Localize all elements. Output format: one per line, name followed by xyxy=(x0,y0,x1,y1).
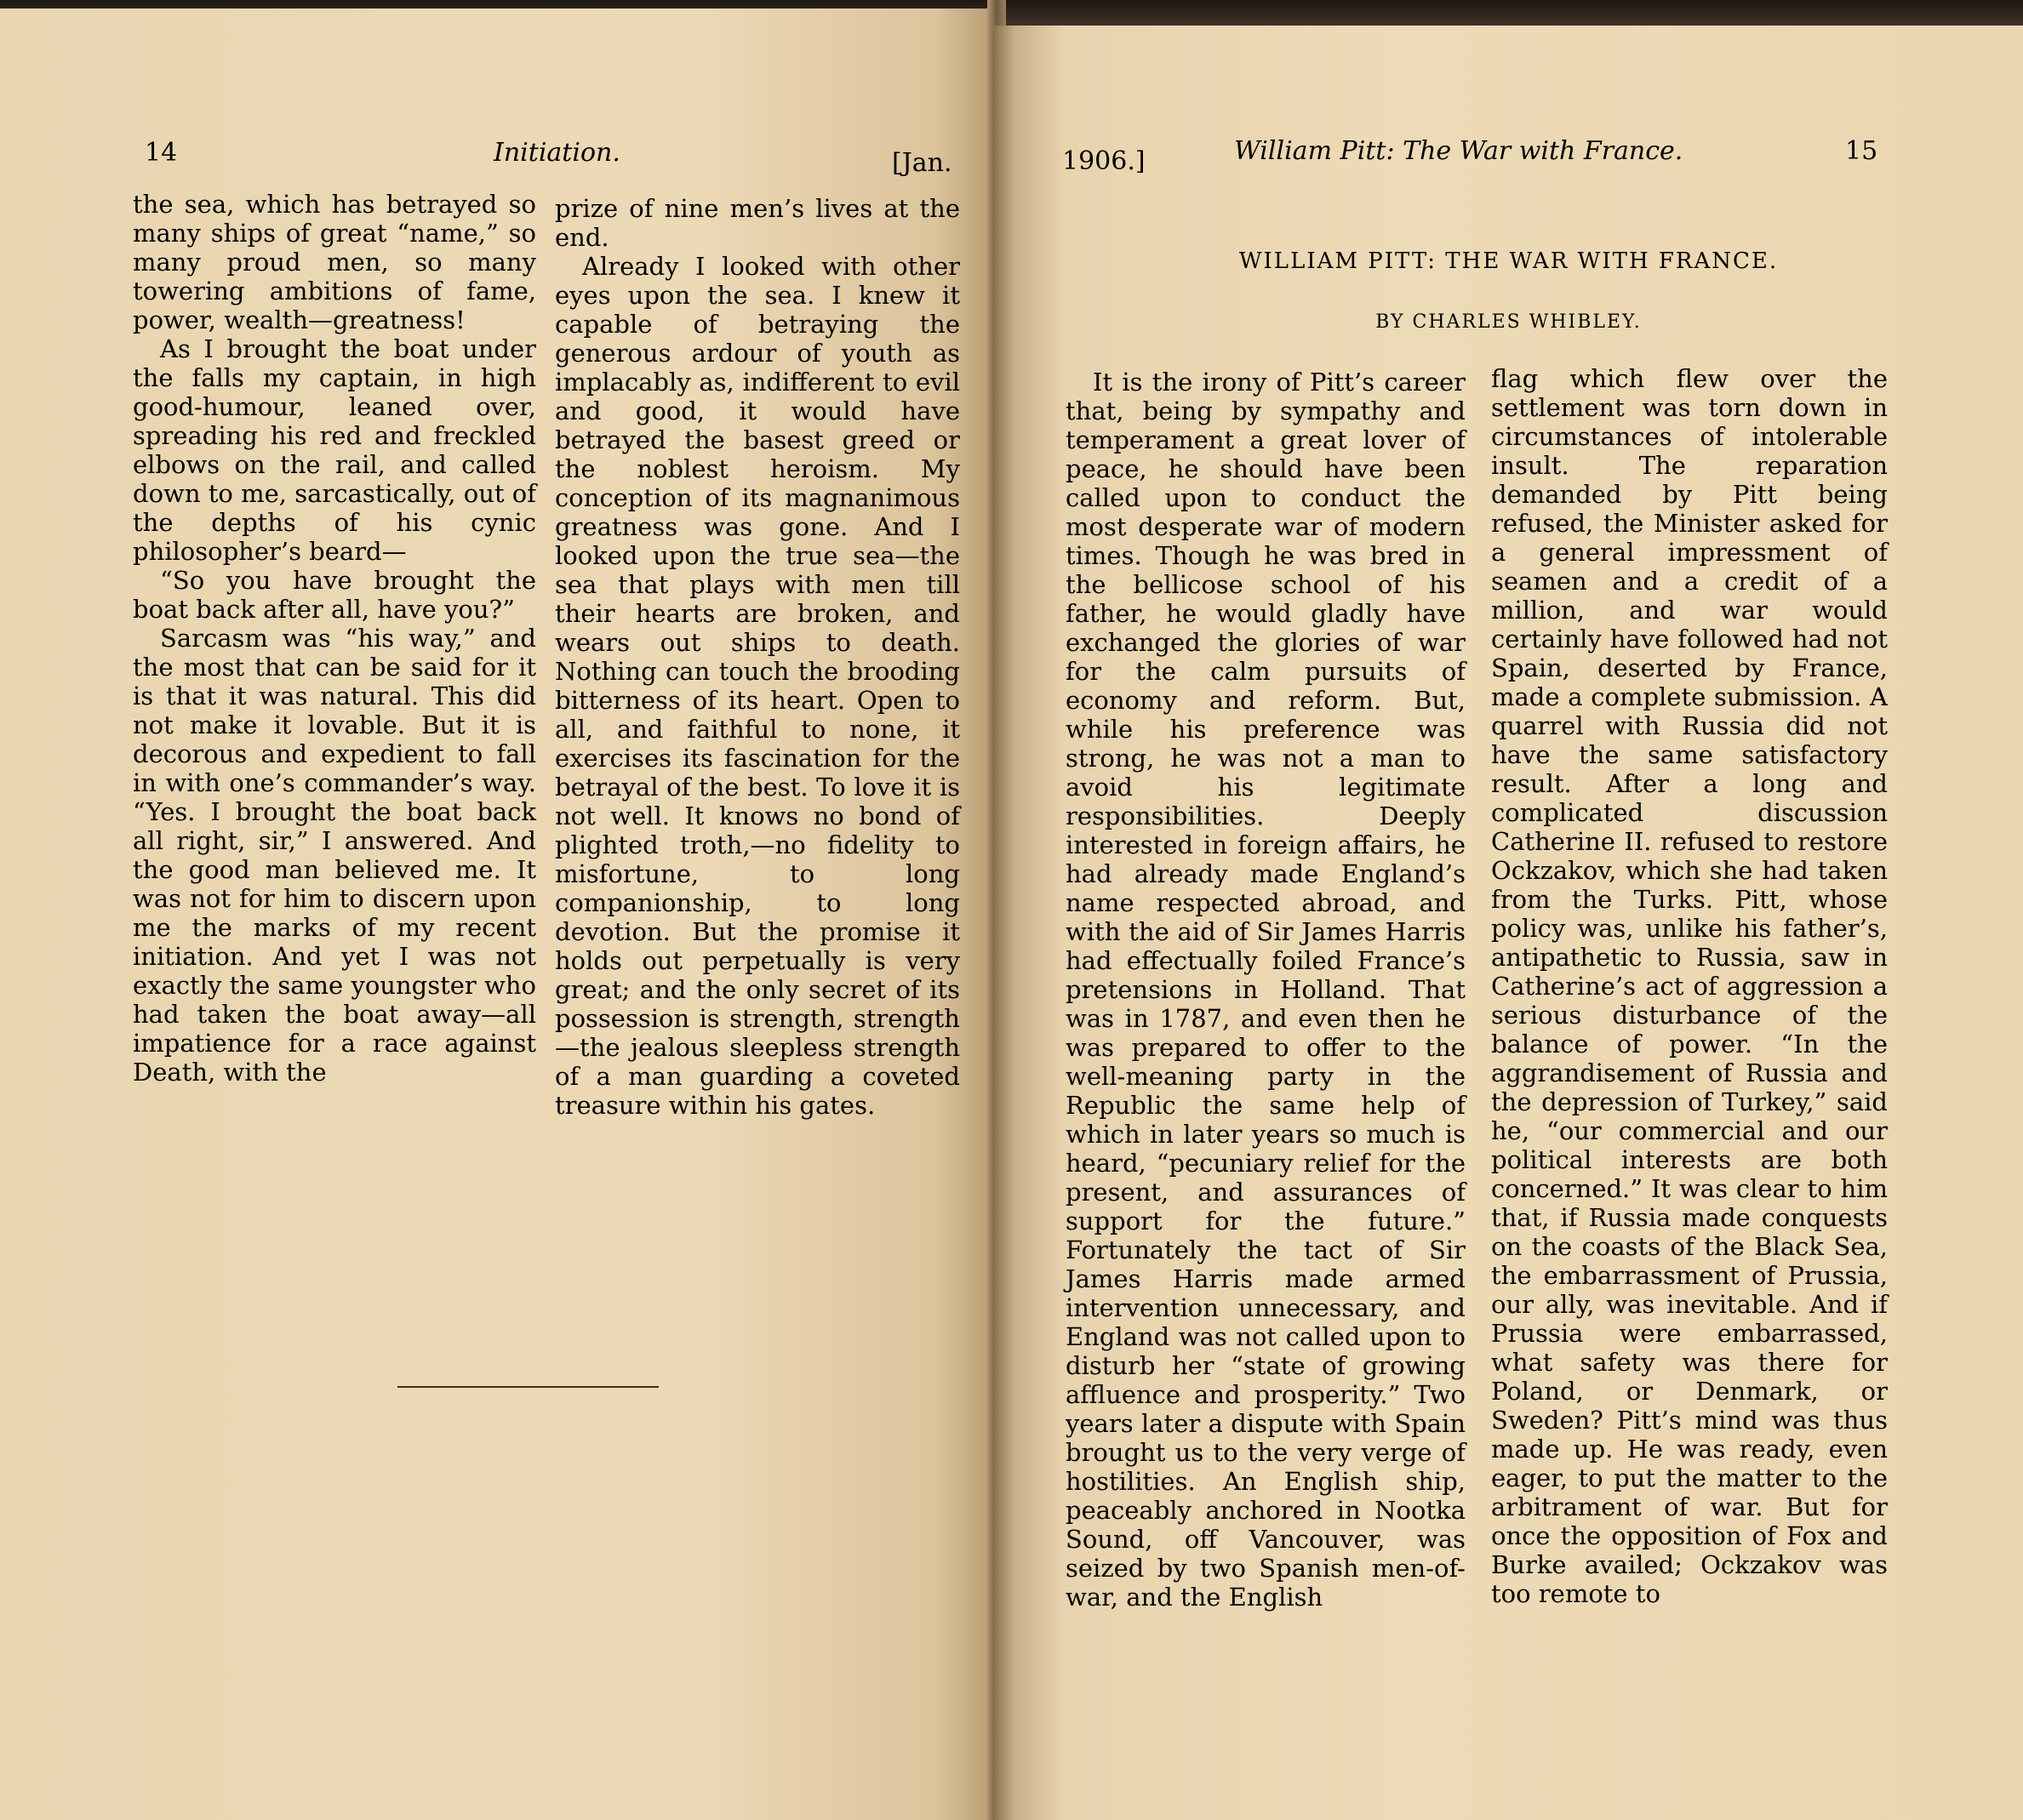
left-running-title: Initiation. xyxy=(494,138,620,168)
end-of-article-rule xyxy=(397,1386,659,1388)
paragraph: “So you have brought the boat back after all, have you?” xyxy=(133,566,536,624)
paragraph: It is the irony of Pitt’s career that, being by sympathy and temperament a great lover of peace, he should have been called upon to conduct the most desperate war of modern times. Though he was bred in the bellicose school of his father, he would gladly have exchanged the glories of war for the calm pursuits of economy and reform. But, while his preference was strong, he was not a man to avoid his legitimate responsibilities. Deeply interested in foreign affairs, he had already made England’s name respected abroad, and with the aid of Sir James Harris had effectually foiled France’s pretensions in Holland. That was in 1787, and even then he was prepared to offer to the well-meaning party in the Republic the same help of which in later years so much is heard, “pecuniary relief for the present, and assurances of support for the future.” Fortunately the tact of Sir James Harris made armed intervention unnecessary, and England was not called upon to disturb her “state of growing affluence and prosperity.” Two years later a dispute with Spain brought us to the very verge of hostilities. An English ship, peaceably anchored in Nootka Sound, off Vancouver, was seized by two Spanish men-of-war, and the English xyxy=(1066,368,1466,1612)
paragraph: Sarcasm was “his way,” and the most that can be said for it is that it was natural. This did not make it lovable. But it is decorous and expedient to fall in with one’s commander’s way. “Yes. I brought the boat back all right, sir,” I answered. And the good man believed me. It was not for him to discern upon me the marks of my recent initiation. And yet I was not exactly the same youngster who had taken the boat away—all impatience for a race against Death, with the xyxy=(133,624,536,1087)
paragraph: the sea, which has betrayed so many ships of great “name,” so many proud men, so many towering ambitions of fame, power, wealth—greatness! xyxy=(133,190,536,334)
left-running-head xyxy=(0,128,994,179)
left-date-mark: [Jan. xyxy=(892,148,952,178)
right-running-title: William Pitt: The War with France. xyxy=(1234,136,1683,166)
left-page-number: 14 xyxy=(145,138,178,168)
paragraph: flag which flew over the settlement was torn down in circumstances of intolerable insult. The reparation demanded by Pitt being refused, the Minister asked for a general impressment of seamen and a credit of a million, and war would certainly have followed had not Spain, deserted by France, made a complete submission. A quarrel with Russia did not have the same satisfactory result. After a long and complicated discussion Catherine II. refused to restore Ockzakov, which she had taken from the Turks. Pitt, whose policy was, unlike his father’s, antipathetic to Russia, saw in Catherine’s act of aggression a serious disturbance of the balance of power. “In the aggrandisement of Russia and the depression of Turkey,” said he, “our commercial and our political interests are both concerned.” It was clear to him that, if Russia made conquests on the coasts of the Black Sea, the embarrassment of Prussia, our ally, was inevitable. And if Prussia were embarrassed, what safety was there for Poland, or Denmark, or Sweden? Pitt’s mind was thus made up. He was ready, even eager, to put the matter to the arbitrament of war. But for once the opposition of Fox and Burke availed; Ockzakov was too remote to xyxy=(1491,364,1888,1608)
left-column-1 xyxy=(133,190,536,1087)
right-page-number: 15 xyxy=(1845,136,1878,166)
right-column-1 xyxy=(1066,368,1466,1612)
left-column-2 xyxy=(555,194,960,1120)
right-date-mark: 1906.] xyxy=(1062,146,1146,176)
paragraph: Already I looked with other eyes upon the sea. I knew it capable of betraying the generous ardour of youth as implacably as, indifferent to evil and good, it would have betrayed the basest greed or the noblest heroism. My conception of its magnanimous greatness was gone. And I looked upon the true sea—the sea that plays with men till their hearts are broken, and wears out ships to death. Nothing can touch the brooding bitterness of its heart. Open to all, and faithful to none, it exercises its fascination for the betrayal of the best. To love it is not well. It knows no bond of plighted troth,—no fidelity to misfortune, to long companionship, to long devotion. But the promise it holds out perpetually is very great; and the only secret of its possession is strength, strength—the jealous sleepless strength of a man guarding a coveted treasure within his gates. xyxy=(555,252,960,1120)
paragraph: As I brought the boat under the falls my captain, in high good-humour, leaned over, spreading his red and freckled elbows on the rail, and called down to me, sarcastically, out of the depths of his cynic philosopher’s beard— xyxy=(133,334,536,566)
article-byline: BY CHARLES WHIBLEY. xyxy=(1375,311,1642,333)
right-running-head xyxy=(994,126,2023,177)
article-title: WILLIAM PITT: THE WAR WITH FRANCE. xyxy=(1238,248,1779,274)
right-column-2 xyxy=(1491,364,1888,1608)
paragraph: prize of nine men’s lives at the end. xyxy=(555,194,960,252)
